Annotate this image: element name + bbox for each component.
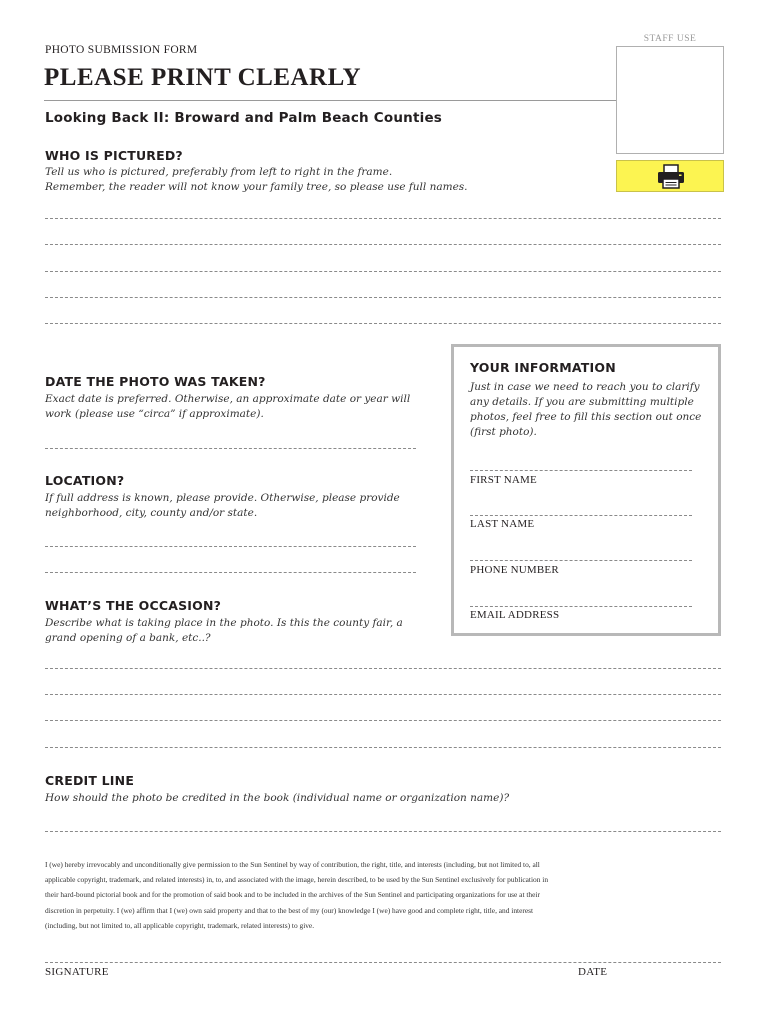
occasion-line-1[interactable]: [45, 668, 721, 669]
who-pictured-line-3[interactable]: [45, 271, 721, 272]
legal-line: their hard-bound pictorial book and for the promotion of said book and to be included in the archives of the Sun Sentinel and participating organizations for use at their: [45, 890, 540, 900]
occasion-line-4[interactable]: [45, 747, 721, 748]
occasion-line-2[interactable]: [45, 694, 721, 695]
who-pictured-line-1[interactable]: [45, 218, 721, 219]
last-name-field[interactable]: [470, 515, 692, 516]
who-pictured-help-line2: Remember, the reader will not know your family tree, so please use full names.: [45, 181, 468, 193]
legal-permission-text: [45, 857, 725, 933]
who-pictured-help-line1: Tell us who is pictured, preferably from left to right in the frame.: [45, 166, 393, 178]
printer-icon: [656, 164, 686, 190]
who-pictured-heading: WHO IS PICTURED?: [45, 148, 183, 163]
signature-date-line[interactable]: [45, 962, 721, 963]
date-taken-help-line2: work (please use “circa” if approximate).: [45, 408, 264, 420]
who-pictured-line-2[interactable]: [45, 244, 721, 245]
phone-number-field[interactable]: [470, 560, 692, 561]
last-name-label: LAST NAME: [470, 518, 535, 530]
phone-number-label: PHONE NUMBER: [470, 564, 559, 576]
date-taken-line[interactable]: [45, 448, 416, 449]
location-heading: LOCATION?: [45, 473, 125, 488]
your-information-heading: YOUR INFORMATION: [470, 360, 616, 375]
occasion-line-3[interactable]: [45, 720, 721, 721]
date-taken-help-line1: Exact date is preferred. Otherwise, an approximate date or year will: [45, 393, 411, 405]
title-divider: [44, 100, 616, 101]
page-title: PLEASE PRINT CLEARLY: [44, 64, 362, 91]
legal-line: (including, but not limited to, all applicable copyright, trademark, related interests) to give.: [45, 920, 315, 930]
first-name-field[interactable]: [470, 470, 692, 471]
date-taken-heading: DATE THE PHOTO WAS TAKEN?: [45, 374, 266, 389]
who-pictured-line-5[interactable]: [45, 323, 721, 324]
location-line-1[interactable]: [45, 546, 416, 547]
location-line-2[interactable]: [45, 572, 416, 573]
your-information-help: Just in case we need to reach you to clarify any details. If you are submitting multiple photos, feel free to fill this section out once (first photo).: [470, 381, 702, 438]
occasion-help-line2: grand opening of a bank, etc..?: [45, 632, 211, 644]
date-label: DATE: [578, 966, 608, 978]
occasion-help-line1: Describe what is taking place in the photo. Is this the county fair, a: [45, 617, 403, 629]
location-help-line2: neighborhood, city, county and/or state.: [45, 507, 258, 519]
occasion-heading: WHAT’S THE OCCASION?: [45, 598, 222, 613]
credit-line-heading: CREDIT LINE: [45, 773, 135, 788]
print-button[interactable]: [616, 160, 724, 192]
email-address-field[interactable]: [470, 606, 692, 607]
credit-line-help: How should the photo be credited in the book (individual name or organization name)?: [45, 792, 510, 804]
page-subtitle: Looking Back II: Broward and Palm Beach Counties: [45, 110, 443, 126]
email-address-label: EMAIL ADDRESS: [470, 609, 560, 621]
who-pictured-line-4[interactable]: [45, 297, 721, 298]
form-type-label: PHOTO SUBMISSION FORM: [45, 44, 198, 56]
credit-line-field[interactable]: [45, 831, 721, 832]
legal-line: discretion in perpetuity. I (we) affirm that I (we) own said property and that to the best of my (our) knowledge I (we) have good and complete right, title, and interest: [45, 905, 534, 915]
first-name-label: FIRST NAME: [470, 474, 537, 486]
staff-use-label: STAFF USE: [643, 34, 697, 44]
signature-label: SIGNATURE: [45, 966, 109, 978]
location-help-line1: If full address is known, please provide. Otherwise, please provide: [45, 492, 400, 504]
legal-line: applicable copyright, trademark, and related interests) in, to, and associated with the image, herein described, to be used by the Sun Sentinel exclusively for publication in: [45, 875, 549, 885]
legal-line: I (we) hereby irrevocably and unconditionally give permission to the Sun Sentinel by way of contribution, the right, title, and interests (including, but not limited to, all: [45, 860, 540, 869]
staff-use-box: [616, 46, 724, 154]
